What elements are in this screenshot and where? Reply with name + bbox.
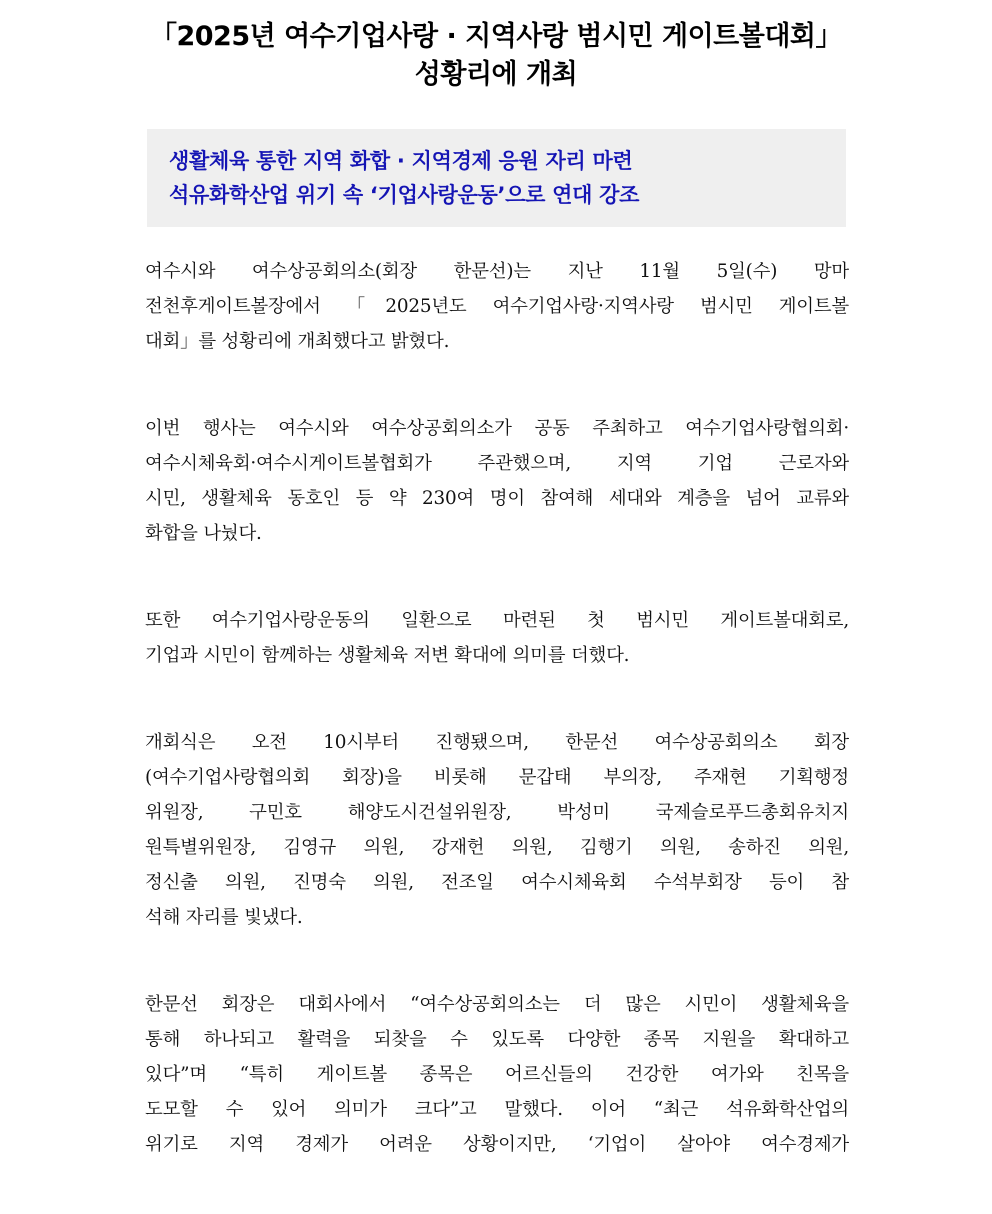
text-line: 이번 행사는 여수시와 여수상공회의소가 공동 주최하고 여수기업사랑협의회·: [145, 418, 849, 439]
text-line: 여수시체육회·여수시게이트볼협회가 주관했으며, 지역 기업 근로자와: [145, 453, 849, 474]
document-title: [0, 18, 992, 94]
text-line: 시민, 생활체육 동호인 등 약 230여 명이 참여해 세대와 계층을 넘어 교류와: [145, 488, 849, 509]
text-line: 위기로 지역 경제가 어려운 상황이지만, ‘기업이 살아야 여수경제가: [145, 1134, 849, 1155]
paragraph-5: [145, 987, 849, 1162]
text-line: 화합을 나눴다.: [145, 523, 262, 544]
paragraph-3: [145, 603, 849, 673]
text-line: 통해 하나되고 활력을 되찾을 수 있도록 다양한 종목 지원을 확대하고: [145, 1029, 849, 1050]
text-line: 위원장, 구민호 해양도시건설위원장, 박성미 국제슬로푸드총회유치지: [145, 802, 849, 823]
paragraph-1: [145, 254, 849, 359]
text-line: 한문선 회장은 대회사에서 “여수상공회의소는 더 많은 시민이 생활체육을: [145, 994, 849, 1015]
text-line: 또한 여수기업사랑운동의 일환으로 마련된 첫 범시민 게이트볼대회로,: [145, 610, 849, 631]
text-line: 개회식은 오전 10시부터 진행됐으며, 한문선 여수상공회의소 회장: [145, 732, 849, 753]
text-line: 전천후게이트볼장에서 「2025년도 여수기업사랑·지역사랑 범시민 게이트볼: [145, 296, 849, 317]
text-line: 여수시와 여수상공회의소(회장 한문선)는 지난 11월 5일(수) 망마: [145, 261, 849, 282]
subtitle-box: [147, 129, 846, 227]
title-line-1: 「2025년 여수기업사랑 · 지역사랑 범시민 게이트볼대회」: [149, 21, 843, 52]
article-body: [145, 254, 849, 1214]
paragraph-2: [145, 411, 849, 551]
text-line: (여수기업사랑협의회 회장)을 비롯해 문갑태 부의장, 주재현 기획행정: [145, 767, 849, 788]
title-line-2: 성황리에 개최: [414, 59, 578, 90]
text-line: 석해 자리를 빛냈다.: [145, 907, 303, 928]
text-line: 정신출 의원, 진명숙 의원, 전조일 여수시체육회 수석부회장 등이 참: [145, 872, 849, 893]
subtitle-line-2: 석유화학산업 위기 속 ‘기업사랑운동’으로 연대 강조: [169, 183, 640, 207]
text-line: 원특별위원장, 김영규 의원, 강재헌 의원, 김행기 의원, 송하진 의원,: [145, 837, 849, 858]
text-line: 도모할 수 있어 의미가 크다”고 말했다. 이어 “최근 석유화학산업의: [145, 1099, 849, 1120]
subtitle-line-1: 생활체육 통한 지역 화합 · 지역경제 응원 자리 마련: [169, 149, 633, 173]
text-line: 기업과 시민이 함께하는 생활체육 저변 확대에 의미를 더했다.: [145, 645, 630, 666]
text-line: 있다”며 “특히 게이트볼 종목은 어르신들의 건강한 여가와 친목을: [145, 1064, 849, 1085]
text-line: 대회」를 성황리에 개최했다고 밝혔다.: [145, 331, 450, 352]
paragraph-4: [145, 725, 849, 935]
